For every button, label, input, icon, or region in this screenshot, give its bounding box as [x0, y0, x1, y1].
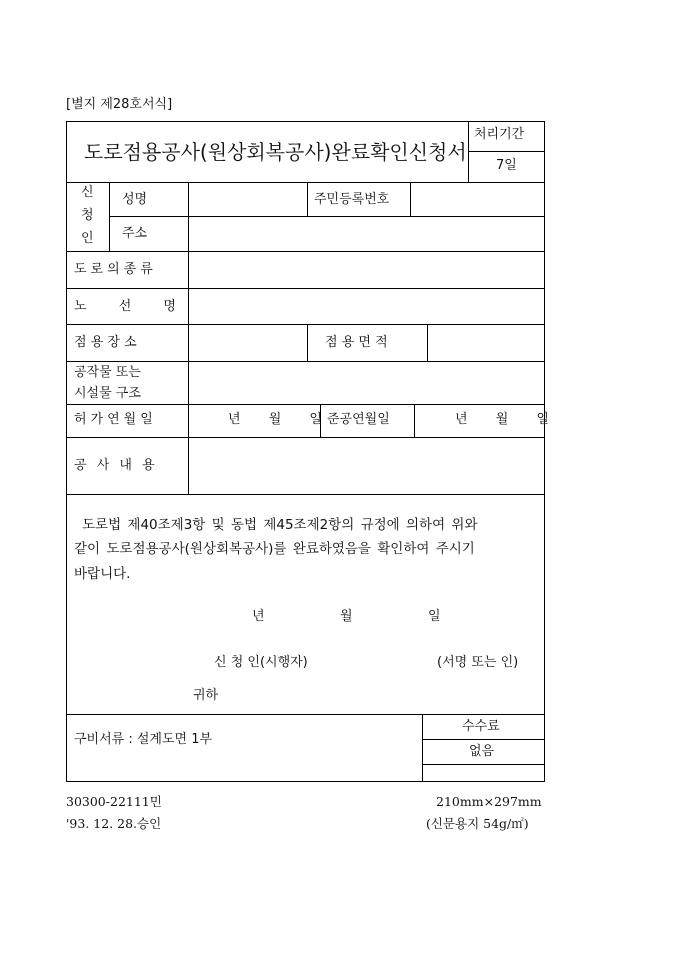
form-number: [별지 제28호서식]	[66, 97, 173, 112]
statement-line-1: 도로법 제40조제3항 및 동법 제45조제2항의 규정에 의하여 위와	[82, 517, 478, 533]
paper-type: (신문용지 54g/㎡)	[426, 816, 529, 831]
statement-line-3: 바랍니다.	[74, 566, 131, 582]
permit-date-label: 허가연월일	[74, 412, 157, 427]
divider	[109, 182, 110, 251]
date-day: 일	[428, 609, 441, 624]
name-field[interactable]	[189, 183, 306, 215]
divider	[307, 182, 308, 216]
divider	[468, 151, 545, 152]
date-year: 년	[252, 609, 265, 624]
form-code: 30300-22111민	[66, 794, 162, 809]
route-name-field[interactable]	[189, 289, 544, 323]
permit-date-field[interactable]: 년 월 일	[228, 412, 322, 427]
resident-number-field[interactable]	[411, 183, 544, 215]
divider	[66, 714, 545, 715]
approval-date: '93. 12. 28.승인	[66, 816, 162, 831]
work-content-label: 공 사 내 용	[74, 458, 158, 473]
address-field[interactable]	[189, 217, 544, 250]
divider	[468, 121, 469, 182]
divider	[422, 739, 545, 740]
structure-label-2: 시설물 구조	[74, 386, 141, 401]
structure-label-1: 공작물 또는	[74, 365, 141, 380]
date-month: 월	[340, 609, 353, 624]
processing-period-label: 처리기간	[474, 127, 525, 142]
processing-period-value: 7일	[496, 158, 517, 173]
completion-date-label: 준공연월일	[327, 412, 390, 427]
occupancy-place-field[interactable]	[189, 325, 306, 360]
work-content-field[interactable]	[189, 438, 544, 493]
applicant-label-3: 인	[81, 231, 94, 246]
completion-date-field[interactable]: 년 월 일	[455, 412, 549, 427]
road-type-label: 도로의종류	[74, 262, 157, 277]
structure-field[interactable]	[189, 362, 544, 403]
name-label: 성명	[122, 192, 148, 207]
signature-hint: (서명 또는 인)	[437, 655, 519, 670]
divider	[66, 404, 545, 405]
divider	[66, 494, 545, 495]
road-type-field[interactable]	[189, 252, 544, 287]
divider	[422, 714, 423, 782]
applicant-signature-label: 신 청 인(시행자)	[214, 655, 308, 670]
form-title: 도로점용공사(원상회복공사)완료확인신청서	[84, 140, 467, 164]
fee-value: 없음	[469, 744, 495, 759]
applicant-label-2: 청	[81, 208, 94, 223]
occupancy-area-field[interactable]	[428, 325, 544, 360]
divider	[307, 324, 308, 361]
documents-label: 구비서류 : 설계도면 1부	[74, 732, 213, 747]
addressee: 귀하	[193, 688, 219, 703]
divider	[414, 404, 415, 437]
resident-number-label: 주민등록번호	[314, 192, 390, 207]
paper-size: 210mm×297mm	[436, 794, 542, 809]
occupancy-place-label: 점 용 장 소	[74, 335, 137, 350]
applicant-label-1: 신	[81, 185, 94, 200]
statement-line-2: 같이 도로점용공사(원상회복공사)를 완료하였음을 확인하여 주시기	[74, 541, 475, 557]
address-label: 주소	[122, 226, 148, 241]
divider	[422, 764, 545, 765]
occupancy-area-label: 점 용 면 적	[325, 335, 388, 350]
fee-label: 수수료	[462, 719, 500, 734]
route-name-label: 노 선 명	[74, 299, 190, 314]
